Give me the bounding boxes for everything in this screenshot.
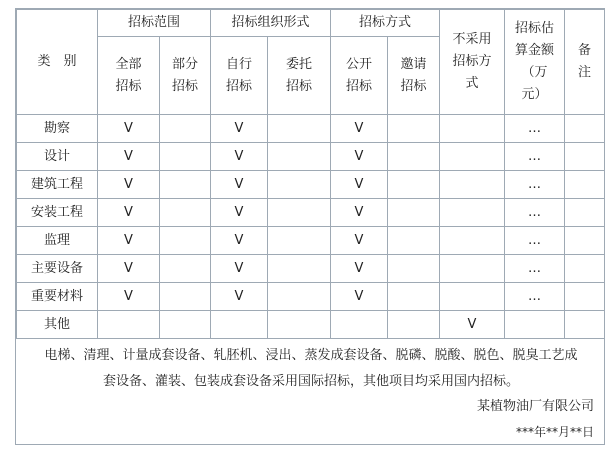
cell-remark [565,143,605,171]
table-row [17,283,605,311]
row-name: 监理 [17,227,98,255]
cell-entrust [268,311,331,339]
cell-all [98,311,160,339]
cell-estimate: … [505,199,565,227]
row-name: 主要设备 [17,255,98,283]
table-row [17,199,605,227]
cell-remark [565,199,605,227]
cell-invite [388,255,440,283]
cell-part [160,171,211,199]
table-row [17,171,605,199]
cell-self: V [211,115,268,143]
row-name: 设计 [17,143,98,171]
cell-estimate: … [505,255,565,283]
table-row [17,255,605,283]
cell-part [160,283,211,311]
cell-invite [388,311,440,339]
cell-estimate: … [505,283,565,311]
cell-part [160,311,211,339]
row-name: 勘察 [17,115,98,143]
cell-estimate: … [505,171,565,199]
cell-open: V [331,143,388,171]
cell-open: V [331,171,388,199]
cell-self: V [211,227,268,255]
cell-entrust [268,171,331,199]
cell-entrust [268,283,331,311]
cell-all: V [98,143,160,171]
header-org-entrust: 委托 招标 [268,37,331,115]
cell-self: V [211,143,268,171]
cell-no-bid [440,283,505,311]
cell-invite [388,171,440,199]
cell-remark [565,255,605,283]
cell-no-bid [440,143,505,171]
cell-self: V [211,283,268,311]
document-date: ***年**月**日 [515,425,594,439]
cell-all: V [98,115,160,143]
bidding-table [16,9,605,339]
table-row [17,143,605,171]
table-row [17,227,605,255]
cell-no-bid [440,115,505,143]
cell-part [160,115,211,143]
cell-open: V [331,115,388,143]
cell-self: V [211,171,268,199]
header-org-self: 自行 招标 [211,37,268,115]
cell-open: V [331,255,388,283]
cell-entrust [268,255,331,283]
header-method-invite: 邀请 招标 [388,37,440,115]
cell-remark [565,283,605,311]
cell-estimate: … [505,143,565,171]
cell-open: V [331,199,388,227]
cell-all: V [98,283,160,311]
header-org-form: 招标组织形式 [211,10,331,37]
cell-all: V [98,199,160,227]
note-line-1: 电梯、清理、计量成套设备、轧胚机、浸出、蒸发成套设备、脱磷、脱酸、脱色、脱臭工艺成 [44,348,578,363]
cell-no-bid [440,255,505,283]
cell-no-bid [440,171,505,199]
header-scope-all: 全部 招标 [98,37,160,115]
cell-remark [565,115,605,143]
cell-open: V [331,227,388,255]
header-scope-part: 部分 招标 [160,37,211,115]
cell-part [160,227,211,255]
cell-remark [565,311,605,339]
cell-no-bid: V [440,311,505,339]
header-category: 类 别 [17,10,98,115]
cell-self [211,311,268,339]
header-no-bid: 不采用 招标方 式 [440,10,505,115]
cell-entrust [268,199,331,227]
cell-invite [388,115,440,143]
row-name: 建筑工程 [17,171,98,199]
header-method: 招标方式 [331,10,440,37]
row-name: 安装工程 [17,199,98,227]
note-text [26,343,596,395]
row-name: 其他 [17,311,98,339]
cell-no-bid [440,227,505,255]
row-name: 重要材料 [17,283,98,311]
cell-part [160,143,211,171]
header-scope: 招标范围 [98,10,211,37]
table-row [17,115,605,143]
cell-no-bid [440,199,505,227]
cell-invite [388,199,440,227]
cell-remark [565,171,605,199]
note-line-2: 套设备、灌装、包装成套设备采用国际招标，其他项目均采用国内招标。 [102,374,519,389]
company-name: 某植物油厂有限公司 [476,399,594,414]
cell-part [160,255,211,283]
cell-remark [565,227,605,255]
cell-estimate: … [505,227,565,255]
header-remark: 备 注 [565,10,605,115]
cell-open: V [331,283,388,311]
cell-self: V [211,199,268,227]
cell-entrust [268,143,331,171]
cell-invite [388,283,440,311]
cell-estimate: … [505,115,565,143]
header-estimate: 招标估 算金额 （万 元） [505,10,565,115]
cell-all: V [98,171,160,199]
header-method-open: 公开 招标 [331,37,388,115]
cell-all: V [98,255,160,283]
cell-invite [388,143,440,171]
table-row [17,311,605,339]
cell-open [331,311,388,339]
cell-part [160,199,211,227]
note-section [16,337,604,444]
cell-self: V [211,255,268,283]
cell-entrust [268,115,331,143]
cell-invite [388,227,440,255]
cell-entrust [268,227,331,255]
cell-all: V [98,227,160,255]
cell-estimate [505,311,565,339]
